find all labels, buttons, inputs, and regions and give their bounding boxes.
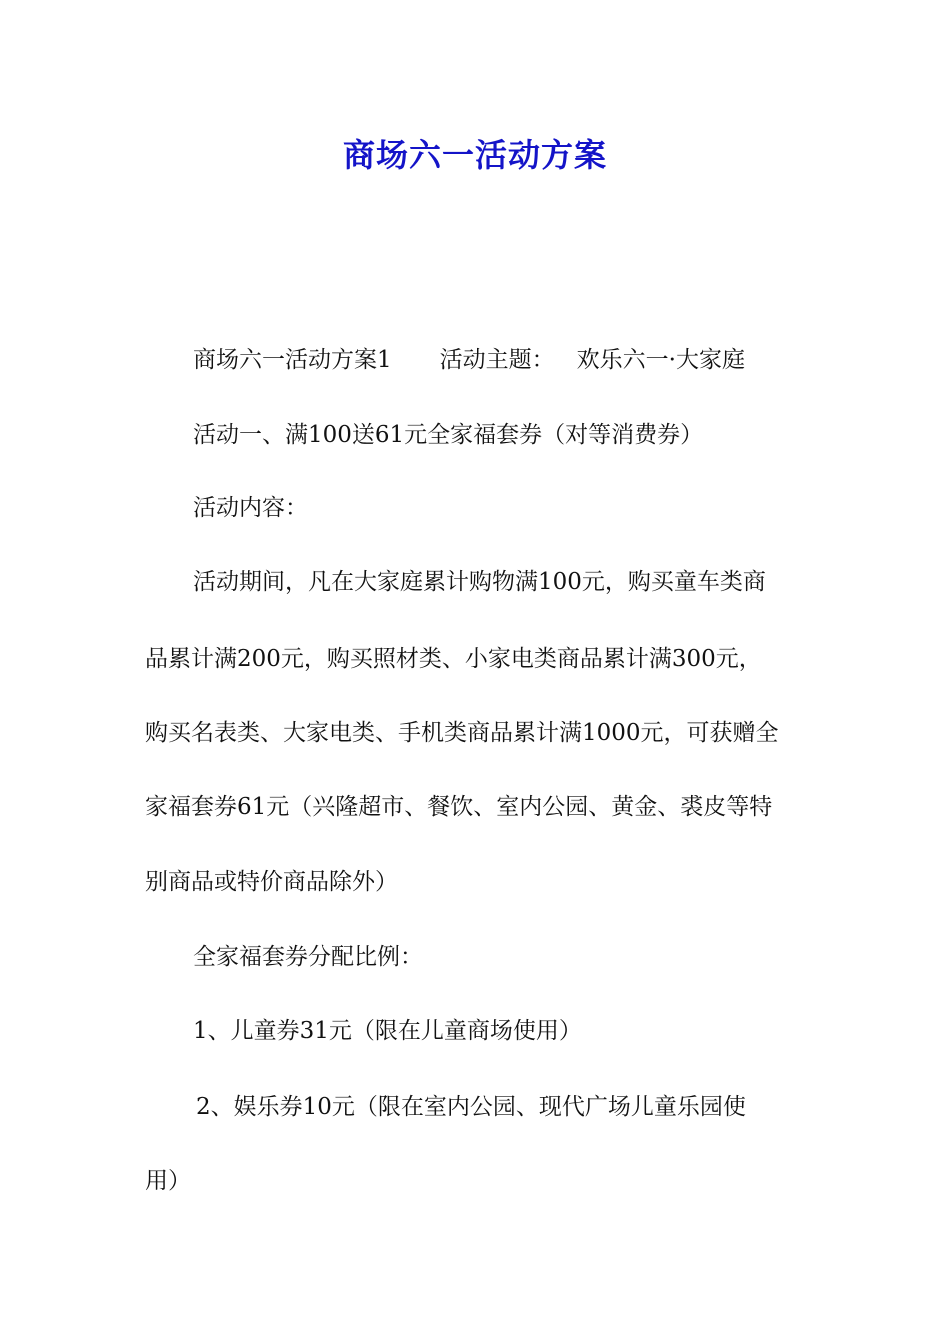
list-item: 1、儿童券31元（限在儿童商场使用） xyxy=(193,1018,582,1044)
theme-value: 欢乐六一·大家庭 xyxy=(576,347,745,373)
ratio-label: 全家福套券分配比例： xyxy=(193,944,423,970)
list-item-continuation: 用） xyxy=(145,1168,191,1194)
content-line: 购买名表类、大家电类、手机类商品累计满1000元，可获赠全 xyxy=(145,720,779,746)
content-line: 品累计满200元，购买照材类、小家电类商品累计满300元， xyxy=(145,646,762,672)
document-title: 商场六一活动方案 xyxy=(342,136,607,174)
theme-label: 活动主题： xyxy=(439,347,555,373)
list-item: 2、娱乐券10元（限在室内公园、现代广场儿童乐园使 xyxy=(196,1094,746,1120)
content-line: 别商品或特价商品除外） xyxy=(145,869,398,895)
content-label: 活动内容： xyxy=(193,495,308,521)
activity1-title: 活动一、满100送61元全家福套券（对等消费券） xyxy=(193,422,704,448)
plan-number-text: 商场六一活动方案1 xyxy=(193,347,392,373)
content-line: 活动期间，凡在大家庭累计购物满100元，购买童车类商 xyxy=(193,569,766,595)
heading-line xyxy=(193,345,745,375)
content-line: 家福套券61元（兴隆超市、餐饮、室内公园、黄金、裘皮等特 xyxy=(145,794,773,820)
